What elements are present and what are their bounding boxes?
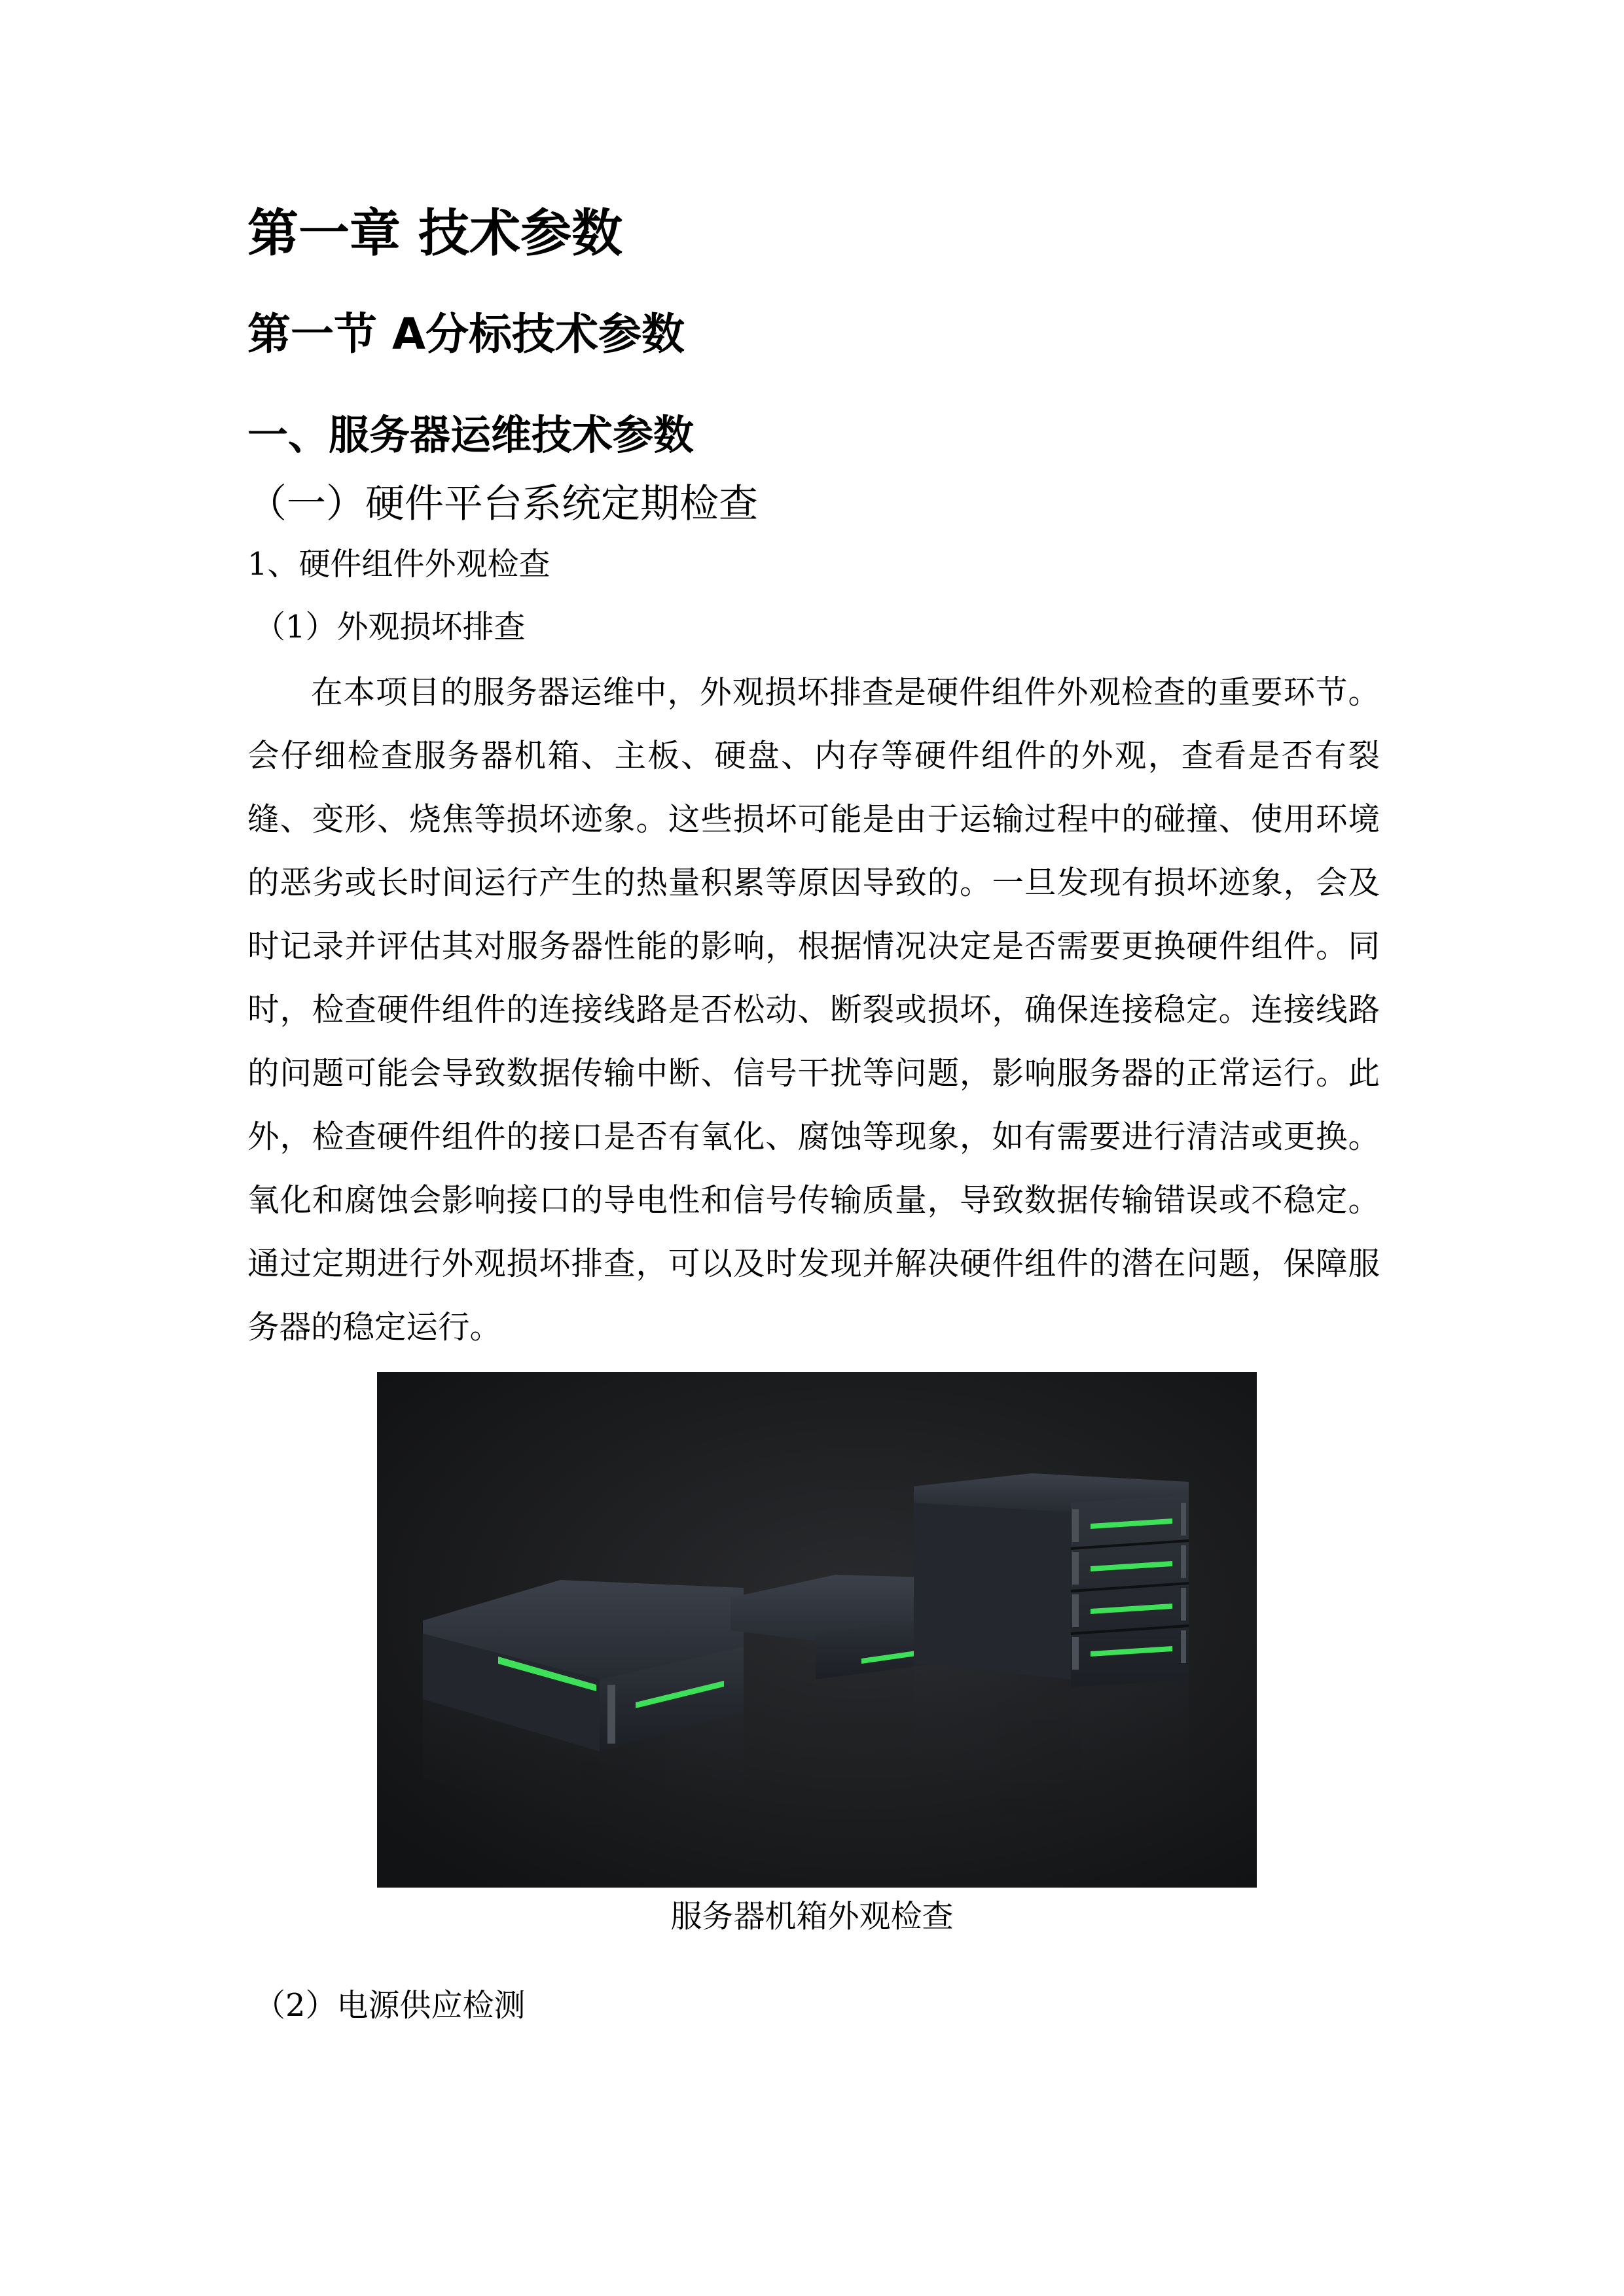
section-title: 第一节 A分标技术参数 — [247, 309, 685, 359]
subsection-title: 一、服务器运维技术参数 — [247, 411, 695, 459]
chapter-title: 第一章 技术参数 — [247, 204, 623, 263]
body-paragraph: 在本项目的服务器运维中，外观损坏排查是硬件组件外观检查的重要环节。会仔细检查服务器机箱、主板、硬盘、内存等硬件组件的外观，查看是否有裂缝、变形、烧焦等损坏迹象。这些损坏可能是由于运输过程中的碰撞、使用环境的恶劣或长时间运行产生的热量积累等原因导致的。一旦发现有损坏迹象，会及时记录并评估其对服务器性能的影响，根据情况决定是否需要更换硬件组件。同时，检查硬件组件的连接线路是否松动、断裂或损坏，确保连接稳定。连接线路的问题可能会导致数据传输中断、信号干扰等问题，影响服务器的正常运行。此外，检查硬件组件的接口是否有氧化、腐蚀等现象，如有需要进行清洁或更换。氧化和腐蚀会影响接口的导电性和信号传输质量，导致数据传输错误或不稳定。通过定期进行外观损坏排查，可以及时发现并解决硬件组件的潜在问题，保障服务器的稳定运行。 — [247, 674, 1380, 1346]
item-title: 1、硬件组件外观检查 — [247, 546, 550, 583]
server-right-stack — [914, 1473, 1189, 1687]
subitem-1-title: （1）外观损坏排查 — [254, 609, 526, 645]
figure-caption: 服务器机箱外观检查 — [670, 1898, 954, 1935]
subitem-2-title: （2）电源供应检测 — [254, 1987, 526, 2024]
server-illustration — [377, 1372, 1257, 1888]
server-chassis-photo — [377, 1372, 1257, 1888]
subsubsection-title: （一）硬件平台系统定期检查 — [247, 481, 758, 527]
